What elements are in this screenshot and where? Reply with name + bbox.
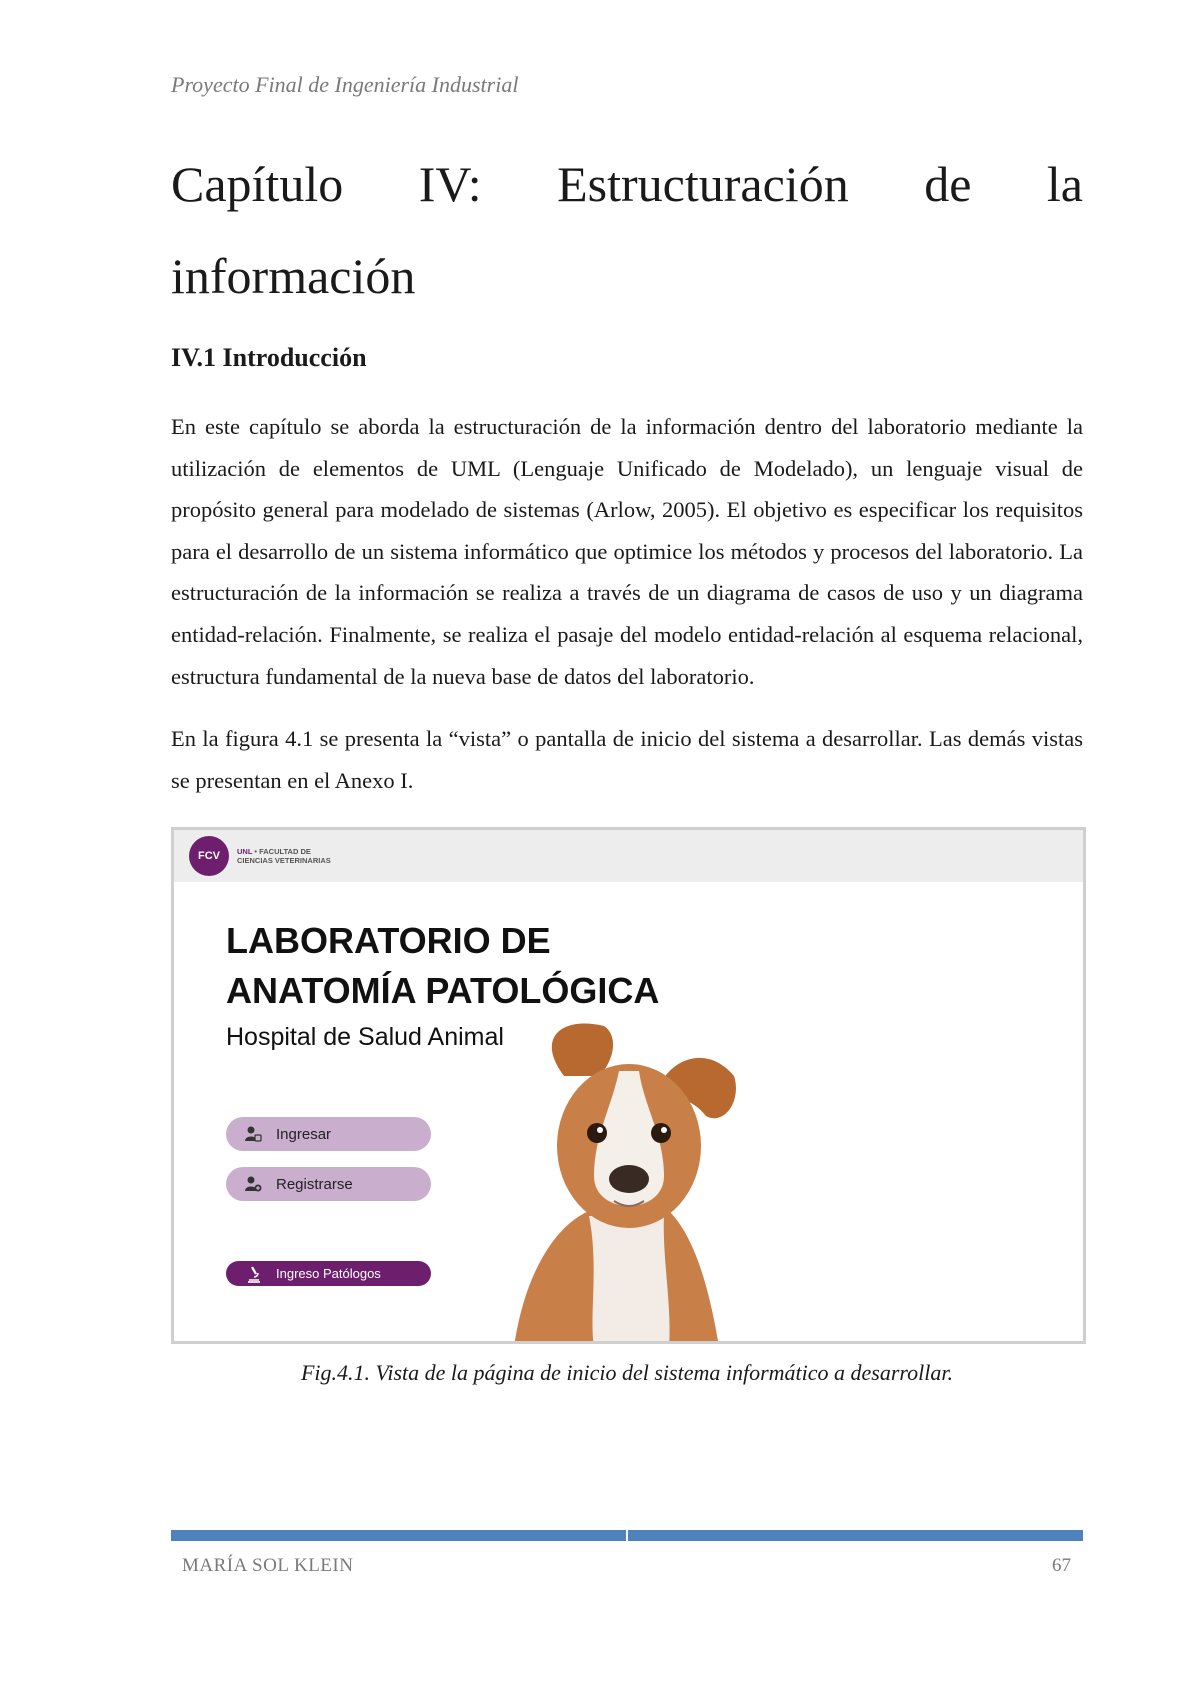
chapter-title-word: de: [924, 156, 972, 212]
fcv-logo: FCV: [189, 836, 229, 876]
lab-title-line2: ANATOMÍA PATOLÓGICA: [226, 970, 660, 1011]
chapter-title: [171, 138, 1083, 322]
chapter-title-word: IV:: [418, 156, 482, 212]
chapter-title-line2: información: [171, 248, 416, 304]
chapter-title-word: Capítulo: [171, 156, 344, 212]
institution-line1: FACULTAD DE: [259, 847, 311, 856]
register-button[interactable]: [226, 1167, 431, 1201]
chapter-title-word: Estructuración: [557, 156, 849, 212]
unl-label: UNL: [237, 847, 253, 856]
microscope-icon: [244, 1265, 262, 1283]
footer-author: MARÍA SOL KLEIN: [182, 1555, 354, 1576]
lab-subtitle: Hospital de Salud Animal: [226, 1023, 504, 1051]
figure-caption: Fig.4.1. Vista de la página de inicio del sistema informático a desarrollar.: [300, 1360, 954, 1385]
footer-rule: [171, 1530, 1083, 1541]
chapter-title-word: la: [1046, 156, 1083, 212]
running-header: Proyecto Final de Ingeniería Industrial: [171, 72, 519, 97]
section-heading: IV.1 Introducción: [171, 343, 367, 372]
body-paragraph: En la figura 4.1 se presenta la “vista” o pantalla de inicio del sistema a desarrollar. Las demás vistas se presentan en el Anexo I.: [171, 726, 1083, 793]
register-button-label: Registrarse: [276, 1175, 353, 1193]
page-number: 67: [1052, 1555, 1071, 1576]
dog-photo: [494, 1016, 744, 1344]
institution-line2: CIENCIAS VETERINARIAS: [237, 856, 331, 865]
lab-title-line1: LABORATORIO DE: [226, 920, 551, 961]
pathologists-button-label: Ingreso Patólogos: [276, 1266, 381, 1281]
login-button[interactable]: [226, 1117, 431, 1151]
pathologists-login-button[interactable]: [226, 1261, 431, 1286]
mock-header-bar: [174, 830, 1083, 882]
user-add-icon: [244, 1175, 262, 1193]
user-login-icon: [244, 1125, 262, 1143]
body-paragraph: En este capítulo se aborda la estructuración de la información dentro del laboratorio mediante la utilización de elementos de UML (Lenguaje Unificado de Modelado), un lenguaje visual de propósito general para modelado de sistemas (Arlow, 2005). El objetivo es especificar los requisitos para el desarrollo de un sistema informático que optimice los métodos y procesos del laboratorio. La estructuración de la información se realiza a través de un diagrama de casos de uso y un diagrama entidad-relación. Finalmente, se realiza el pasaje del modelo entidad-relación al esquema relacional, estructura fundamental de la nueva base de datos del laboratorio.: [171, 414, 1083, 689]
institution-separator: •: [252, 847, 260, 856]
institution-name: [237, 847, 331, 865]
lab-title: [226, 916, 659, 1016]
login-button-label: Ingresar: [276, 1125, 332, 1143]
chapter-title-line1: [171, 138, 1083, 230]
figure-screenshot: [171, 827, 1086, 1344]
